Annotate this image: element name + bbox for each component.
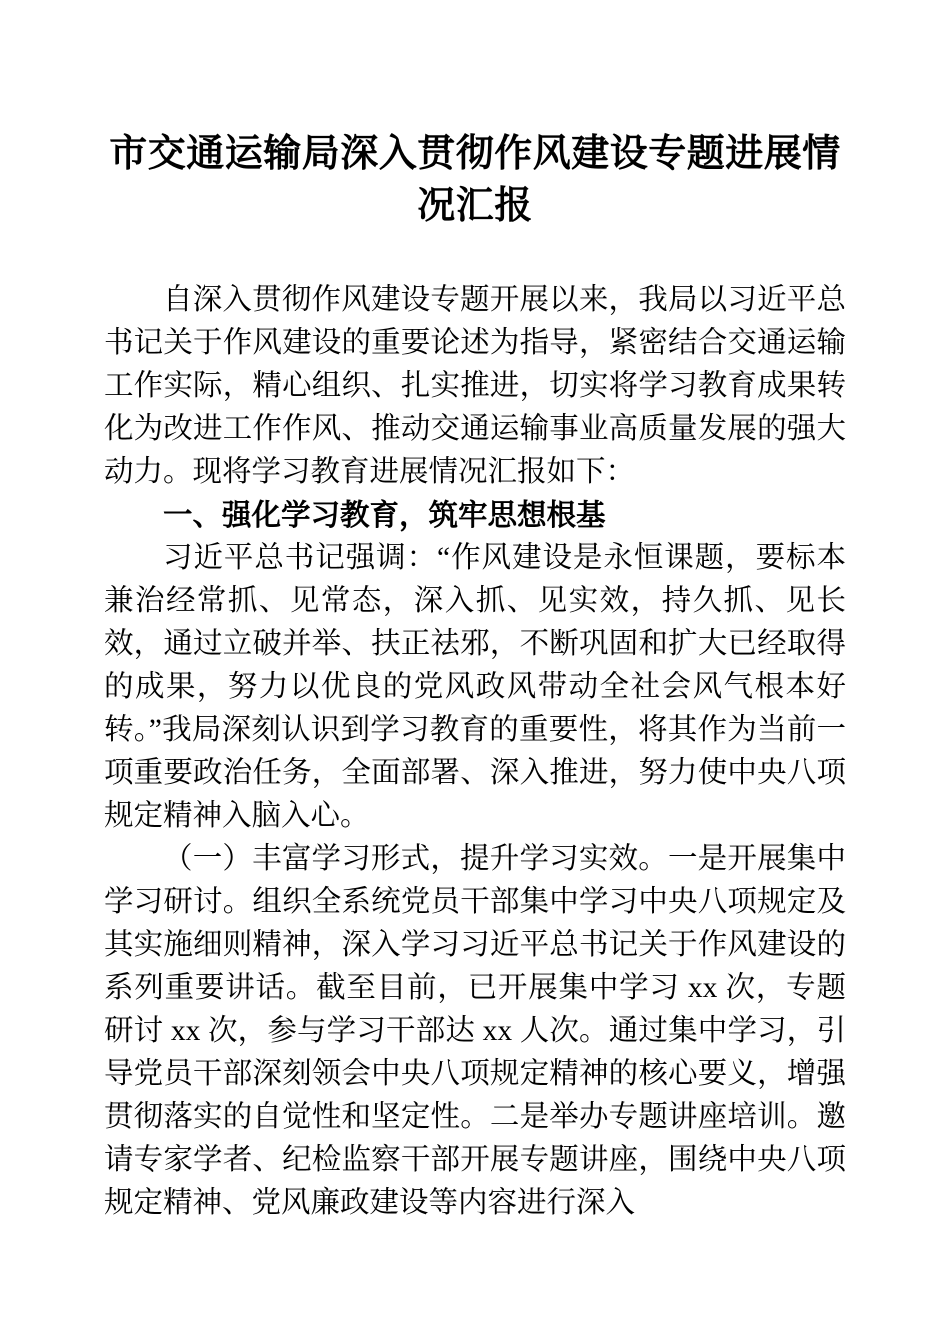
subsection-one-paragraph: （一）丰富学习形式，提升学习实效。一是开展集中学习研讨。组织全系统党员干部集中学习中央八项规定及其实施细则精神，深入学习习近平总书记关于作风建设的系列重要讲话。截至目前，已开展集中学习 xx 次，专题研讨 xx 次，参与学习干部达 xx 人次。通过集中学习，引导党员干部深刻领会中央八项规定精神的核心要义，增强贯彻落实的自觉性和坚定性。二是举办专题讲座培训。邀请专家学者、纪检监察干部开展专题讲座，围绕中央八项规定精神、党风廉政建设等内容进行深入	[104, 843, 846, 1219]
page-title: 市交通运输局深入贯彻作风建设专题进展情况汇报	[109, 133, 841, 227]
intro-paragraph: 自深入贯彻作风建设专题开展以来，我局以习近平总书记关于作风建设的重要论述为指导，紧密结合交通运输工作实际，精心组织、扎实推进，切实将学习教育成果转化为改进工作作风、推动交通运输事业高质量发展的强大动力。现将学习教育进展情况汇报如下：	[104, 284, 846, 488]
document-content	[104, 0, 846, 1225]
section-heading-one: 一、强化学习教育，筑牢思想根基	[163, 499, 606, 532]
section-one-paragraph: 习近平总书记强调：“作风建设是永恒课题，要标本兼治经常抓、见常态，深入抓、见实效，持久抓、见长效，通过立破并举、扶正祛邪，不断巩固和扩大已经取得的成果，努力以优良的党风政风带动全社会风气根本好转。”我局深刻认识到学习教育的重要性，将其作为当前一项重要政治任务，全面部署、深入推进，努力使中央八项规定精神入脑入心。	[104, 542, 846, 832]
